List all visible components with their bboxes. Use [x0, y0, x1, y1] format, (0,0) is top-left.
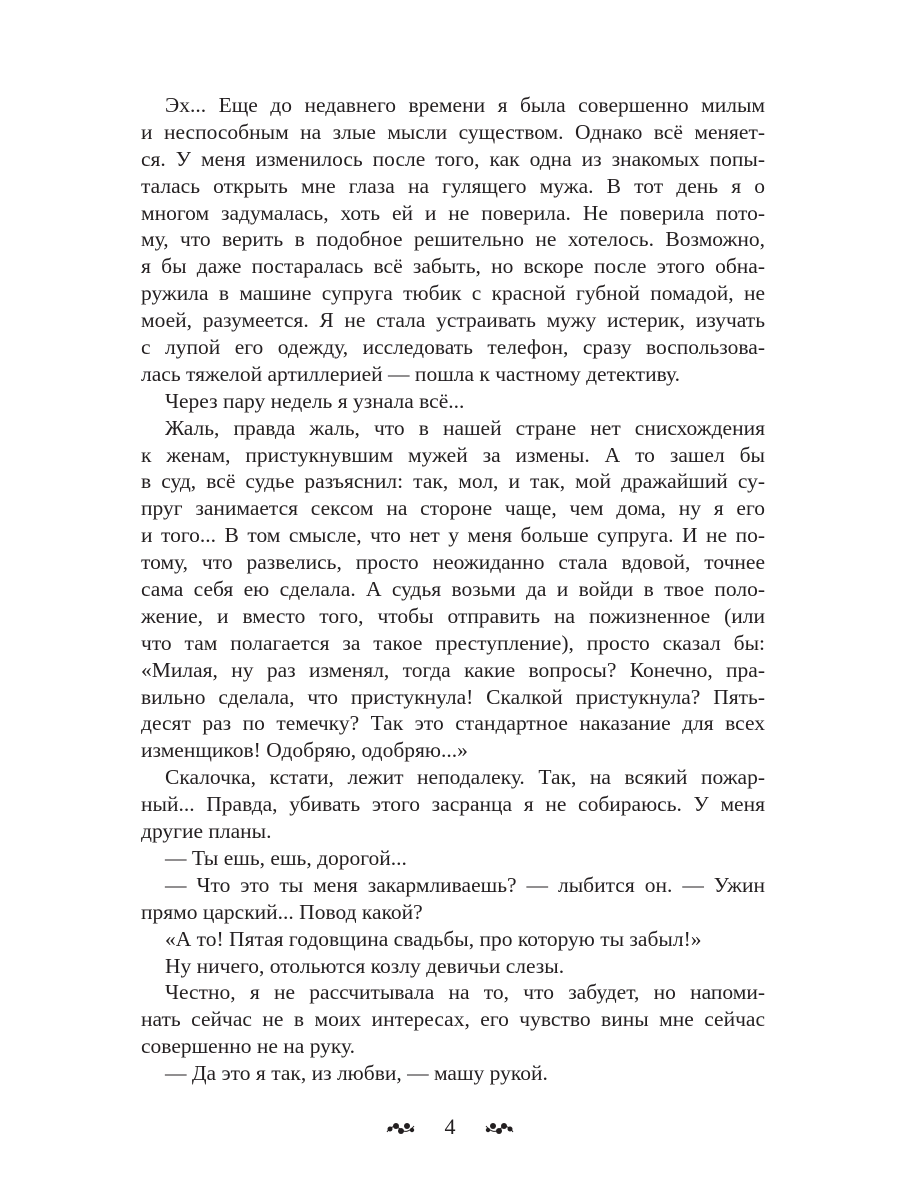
- text-line: Эх... Еще до недавнего времени я была совершенно милым: [165, 93, 765, 117]
- text-line: талась открыть мне глаза на гулящего мужа. В тот день я о: [141, 173, 765, 198]
- text-line: — Да это я так, из любви, — машу рукой.: [165, 1061, 548, 1086]
- floral-ornament-icon: [485, 1118, 515, 1136]
- text-line: прямо царский... Повод какой?: [141, 899, 423, 924]
- text-line: что там полагается за такое преступление), просто сказал бы:: [141, 630, 765, 655]
- text-line: — Ты ешь, ешь, дорогой...: [165, 845, 407, 870]
- text-line: я бы даже постаралась всё забыть, но вскоре после этого обна-: [141, 254, 765, 279]
- text-line: изменщиков! Одобряю, одобряю...»: [141, 738, 468, 763]
- text-line: — Что это ты меня закармливаешь? — лыбится он. — Ужин: [165, 872, 765, 897]
- text-line: му, что верить в подобное решительно не хотелось. Возможно,: [141, 227, 765, 252]
- text-line: «Милая, ну раз изменял, тогда какие вопросы? Конечно, пра-: [141, 657, 765, 682]
- text-line: тому, что развелись, просто неожиданно стала вдовой, точнее: [141, 550, 765, 575]
- text-line: Честно, я не рассчитывала на то, что забудет, но напоми-: [165, 980, 765, 1005]
- text-line: и неспособным на злые мысли существом. Однако всё меняет-: [141, 119, 765, 144]
- text-line: и того... В том смысле, что нет у меня больше супруга. И не по-: [141, 523, 765, 548]
- text-line: «А то! Пятая годовщина свадьбы, про которую ты забыл!»: [165, 926, 702, 951]
- text-line: Ну ничего, отольются козлу девичьи слезы.: [165, 953, 565, 978]
- text-line: ный... Правда, убивать этого засранца я не собираюсь. У меня: [141, 792, 765, 817]
- floral-ornament-icon: [385, 1118, 415, 1136]
- page-body-text: [141, 92, 765, 1087]
- text-line: сама себя ею сделала. А судья возьми да и войди в твое поло-: [141, 577, 765, 602]
- text-line: нать сейчас не в моих интересах, его чувство вины мне сейчас: [141, 1007, 765, 1032]
- text-line: десят раз по темечку? Так это стандартное наказание для всех: [141, 711, 765, 736]
- page-number: 4: [444, 1113, 456, 1139]
- text-line: пруг занимается сексом на стороне чаще, чем дома, ну я его: [141, 496, 765, 521]
- text-line: другие планы.: [141, 819, 272, 844]
- text-line: ся. У меня изменилось после того, как одна из знакомых попы-: [141, 146, 765, 171]
- text-line: совершенно не на руку.: [141, 1034, 356, 1059]
- text-line: с лупой его одежду, исследовать телефон, сразу воспользова-: [141, 335, 765, 360]
- text-line: лась тяжелой артиллерией — пошла к частному детективу.: [141, 361, 680, 386]
- text-line: вильно сделала, что пристукнула! Скалкой пристукнула? Пять-: [141, 684, 765, 709]
- text-line: к женам, пристукнувшим мужей за измены. А то зашел бы: [141, 442, 765, 467]
- text-line: ружила в машине супруга тюбик с красной губной помадой, не: [141, 281, 765, 306]
- text-line: в суд, всё судье разъяснил: так, мол, и так, мой дражайший су-: [141, 469, 765, 494]
- text-line: Через пару недель я узнала всё...: [165, 388, 465, 413]
- text-line: жение, и вместо того, чтобы отправить на пожизненное (или: [141, 603, 765, 628]
- page-footer: [0, 1112, 900, 1140]
- text-line: многом задумалась, хоть ей и не поверила. Не поверила пото-: [141, 200, 765, 225]
- text-line: Скалочка, кстати, лежит неподалеку. Так, на всякий пожар-: [165, 765, 765, 790]
- text-line: моей, разумеется. Я не стала устраивать мужу истерик, изучать: [141, 308, 765, 333]
- text-line: Жаль, правда жаль, что в нашей стране нет снисхождения: [165, 415, 765, 440]
